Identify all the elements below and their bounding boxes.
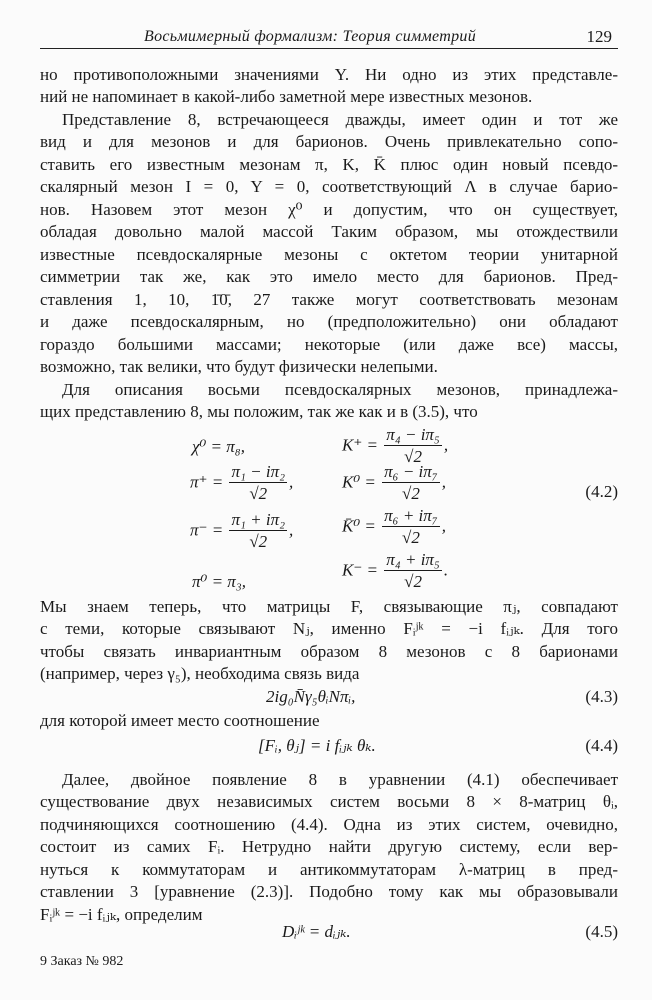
equation-number: (4.4) bbox=[585, 736, 618, 755]
text-line: ний не напоминает в какой-либо заметной мере известных мезонов. bbox=[40, 87, 533, 106]
eq-pi-minus bbox=[190, 510, 293, 553]
text-line: но противоположными значениями Y. Ни одно из этих представле- bbox=[40, 65, 618, 84]
text-line: чтобы связать инвариантным образом 8 мезонов с 8 барионами bbox=[40, 642, 618, 661]
page-number: 129 bbox=[586, 27, 612, 46]
fraction bbox=[384, 550, 442, 593]
equation-number: (4.5) bbox=[585, 922, 618, 941]
eq-lhs: K⁰ = bbox=[342, 472, 376, 492]
punct: . bbox=[443, 560, 449, 580]
eq-k0 bbox=[342, 462, 446, 505]
punct: , bbox=[289, 520, 294, 540]
text-line: Для описания восьми псевдоскалярных мезонов, принадлежа- bbox=[62, 380, 618, 399]
text-line: и даже псевдоскалярным, но (предположительно) они обладают bbox=[40, 312, 618, 331]
text-line: подчиняющихся соотношению (4.4). Одна из этих систем, очевидно, bbox=[40, 815, 618, 834]
eq-pi0: π⁰ = π₃, bbox=[192, 572, 246, 591]
eq-lhs: K⁻ = bbox=[342, 560, 379, 580]
equation-number: (4.2) bbox=[585, 482, 618, 501]
punct: , bbox=[441, 472, 446, 492]
text-line: Представление 8, встречающееся дважды, имеет один и тот же bbox=[62, 110, 618, 129]
text-line: Далее, двойное появление 8 в уравнении (4.1) обеспечивает bbox=[62, 770, 618, 789]
numerator: π₁ + iπ₂ bbox=[231, 510, 286, 529]
denominator: √2 bbox=[402, 528, 420, 547]
text-line: обладая довольно малой массой Таким образом, мы отождествили bbox=[40, 222, 618, 241]
eq-lhs: π⁺ = bbox=[190, 472, 224, 492]
denominator: √2 bbox=[249, 484, 268, 503]
text-line: для которой имеет место соотношение bbox=[40, 711, 320, 730]
text-line: состоит из самих Fᵢ. Нетрудно найти другую систему, если вер- bbox=[40, 837, 618, 856]
numerator: π₆ − iπ₇ bbox=[384, 462, 438, 481]
equation-4-5: Dᵢʲᵏ = dᵢⱼₖ. bbox=[282, 922, 351, 941]
eq-k-minus bbox=[342, 550, 448, 593]
eq-chi0: χ⁰ = π₈, bbox=[192, 437, 245, 456]
text-line: гораздо большими массами; некоторые (или даже все) массы, bbox=[40, 335, 618, 354]
numerator: π₁ − iπ₂ bbox=[231, 462, 286, 481]
denominator: √2 bbox=[402, 484, 420, 503]
text-line: вид и для мезонов и для барионов. Очень привлекательно сопо- bbox=[40, 132, 618, 151]
page-header bbox=[40, 24, 618, 49]
fraction bbox=[382, 462, 440, 505]
eq-pi-plus bbox=[190, 462, 293, 505]
punct: , bbox=[443, 435, 449, 455]
equation-4-3: 2ig₀N̄γ₅θᵢNπᵢ, bbox=[266, 687, 356, 706]
numerator: π₆ + iπ₇ bbox=[384, 506, 438, 525]
text-line: ставления 1, 10, 1̄0̄, 27 также могут соответствовать мезонам bbox=[40, 290, 618, 309]
denominator: √2 bbox=[404, 572, 422, 591]
printer-signature: 9 Заказ № 982 bbox=[40, 954, 124, 969]
text-line: ставить его известным мезонам π, K, K̄ плюс один новый псевдо- bbox=[40, 155, 618, 174]
equation-4-4: [Fᵢ, θⱼ] = i fᵢⱼₖ θₖ. bbox=[258, 736, 376, 755]
text-line: с теми, которые связывают Nⱼ, именно Fᵢʲᵏ = −i fᵢⱼₖ. Для того bbox=[40, 619, 618, 638]
text-line: Fᵢʲᵏ = −i fᵢⱼₖ, определим bbox=[40, 905, 203, 924]
text-line: нуться к коммутаторам и антикоммутаторам λ-матриц в пред- bbox=[40, 860, 618, 879]
running-title: Восьмимерный формализм: Теория симметрий bbox=[144, 28, 476, 45]
text-line: Мы знаем теперь, что матрицы F, связывающие πⱼ, совпадают bbox=[40, 597, 618, 616]
punct: , bbox=[289, 472, 294, 492]
numerator: π₄ − iπ₅ bbox=[386, 425, 440, 444]
punct: , bbox=[441, 516, 446, 536]
text-line: известные псевдоскалярные мезоны с октетом теории унитарной bbox=[40, 245, 618, 264]
eq-lhs: K̄⁰ = bbox=[342, 516, 376, 536]
fraction bbox=[229, 510, 287, 553]
text-line: возможно, так велики, что будут физически нелепыми. bbox=[40, 357, 438, 376]
fraction bbox=[382, 506, 440, 549]
fraction bbox=[229, 462, 287, 505]
equation-number: (4.3) bbox=[585, 687, 618, 706]
text-line: скалярный мезон I = 0, Y = 0, соответствующий Λ в случае барио- bbox=[40, 177, 618, 196]
eq-lhs: π⁻ = bbox=[190, 520, 224, 540]
text-line: ставлении 3 [уравнение (2.3)]. Подобно тому как мы образовывали bbox=[40, 882, 618, 901]
eq-lhs: K⁺ = bbox=[342, 435, 379, 455]
eq-k0-bar bbox=[342, 506, 446, 549]
text-line: существование двух независимых систем восьми 8 × 8-матриц θᵢ, bbox=[40, 792, 618, 811]
text-line: (например, через γ₅), необходима связь вида bbox=[40, 664, 360, 683]
numerator: π₄ + iπ₅ bbox=[386, 550, 440, 569]
text-line: щих представлению 8, мы положим, так же как и в (3.5), что bbox=[40, 402, 478, 421]
text-line: симметрии так же, как это имело место для барионов. Пред- bbox=[40, 267, 618, 286]
text-line: нов. Назовем этот мезон χ⁰ и допустим, что он существует, bbox=[40, 200, 618, 219]
denominator: √2 bbox=[249, 532, 268, 551]
denominator: √2 bbox=[404, 447, 422, 466]
